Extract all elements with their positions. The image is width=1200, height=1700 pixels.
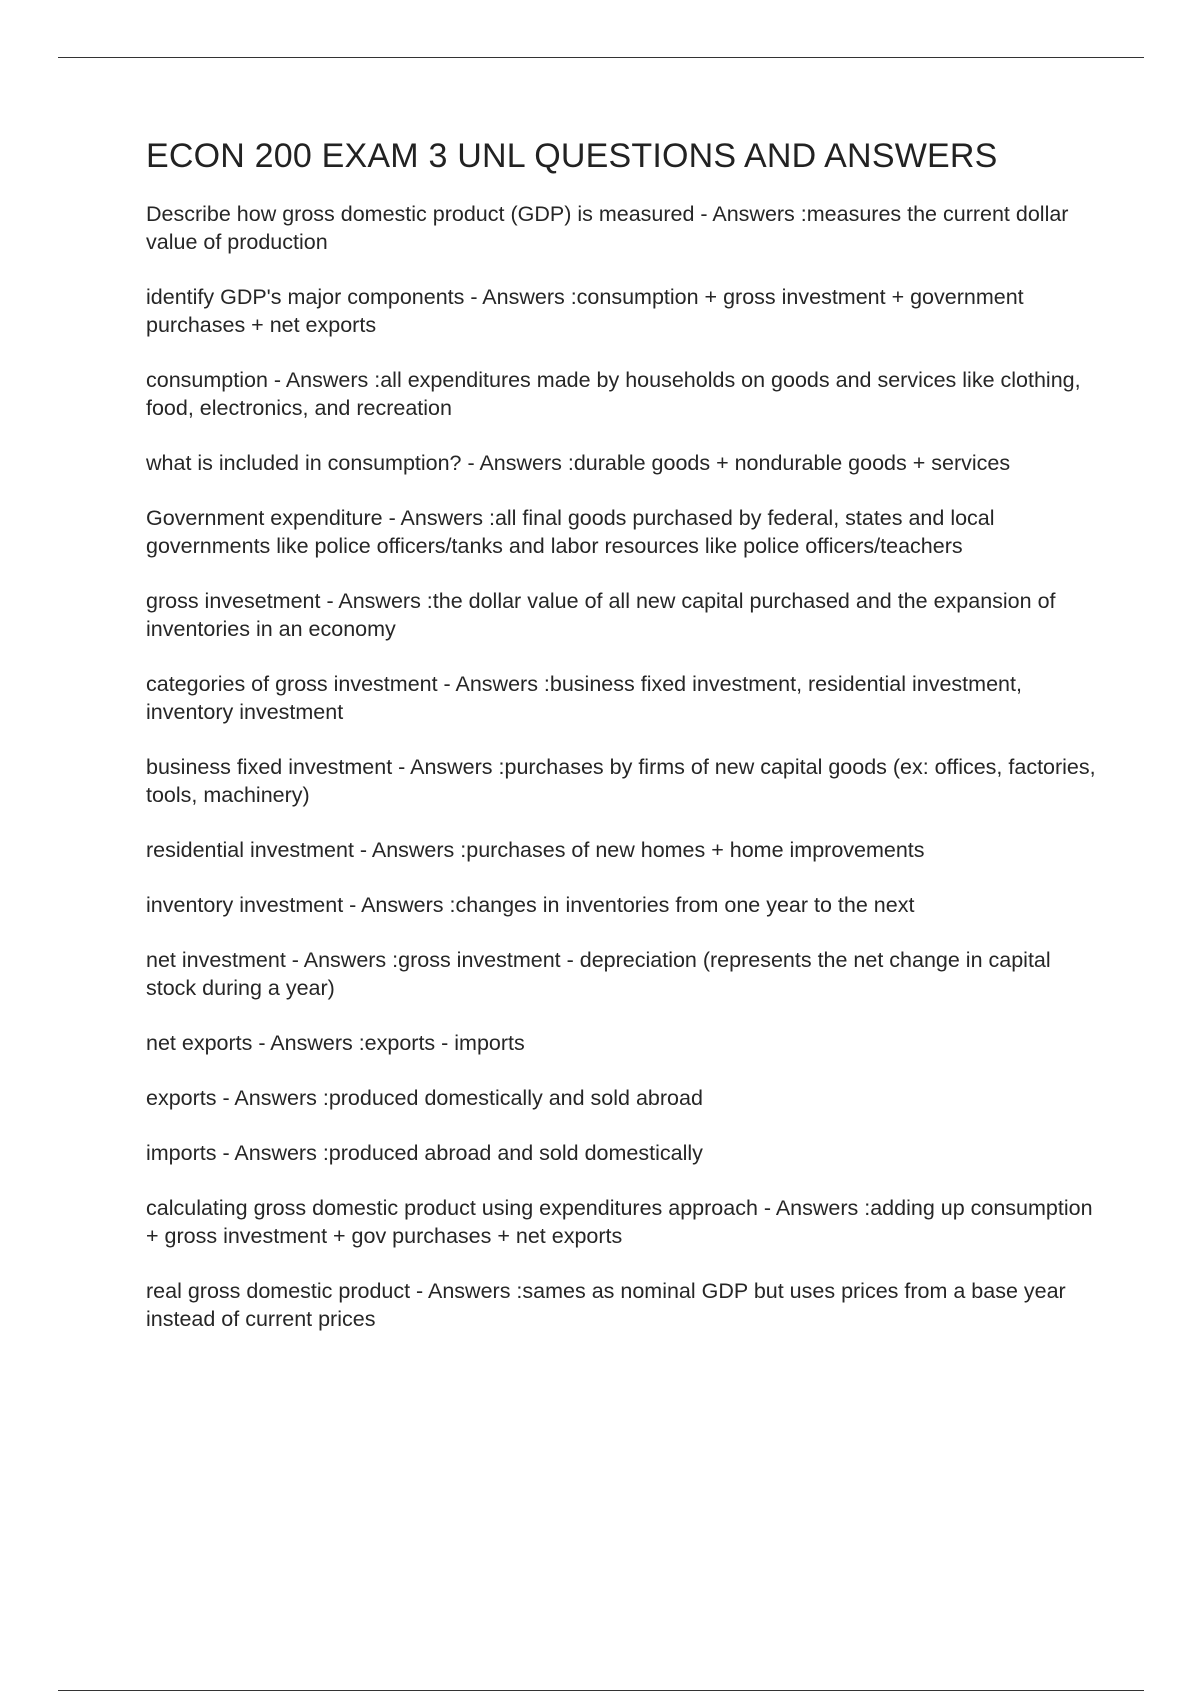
qa-entry: categories of gross investment - Answers :business fixed investment, residential investment, inventory investment xyxy=(146,671,1022,724)
qa-entry: what is included in consumption? - Answers :durable goods + nondurable goods + services xyxy=(146,450,1011,475)
qa-entry: gross invesetment - Answers :the dollar value of all new capital purchased and the expansion of inventories in an economy xyxy=(146,588,1056,641)
qa-entry: exports - Answers :produced domestically and sold abroad xyxy=(146,1085,703,1110)
top-divider xyxy=(58,57,1144,58)
qa-entry: business fixed investment - Answers :purchases by firms of new capital goods (ex: offices, factories, tools, machinery) xyxy=(146,754,1096,807)
document-body xyxy=(146,136,1101,1360)
qa-entry: identify GDP's major components - Answers :consumption + gross investment + government purchases + net exports xyxy=(146,284,1024,337)
qa-entry: real gross domestic product - Answers :sames as nominal GDP but uses prices from a base year instead of current prices xyxy=(146,1278,1066,1331)
qa-entry: inventory investment - Answers :changes in inventories from one year to the next xyxy=(146,892,915,917)
document-title: ECON 200 EXAM 3 UNL QUESTIONS AND ANSWERS xyxy=(146,137,998,175)
qa-entry: Describe how gross domestic product (GDP) is measured - Answers :measures the current dollar value of production xyxy=(146,201,1069,254)
qa-entry: calculating gross domestic product using expenditures approach - Answers :adding up consumption + gross investment + gov purchases + net exports xyxy=(146,1195,1093,1248)
qa-entry: Government expenditure - Answers :all final goods purchased by federal, states and local governments like police officers/tanks and labor resources like police officers/teachers xyxy=(146,505,995,558)
qa-entry: imports - Answers :produced abroad and sold domestically xyxy=(146,1140,703,1165)
qa-entry: net investment - Answers :gross investment - depreciation (represents the net change in capital stock during a year) xyxy=(146,947,1051,1000)
qa-entry: net exports - Answers :exports - imports xyxy=(146,1030,525,1055)
qa-entry: consumption - Answers :all expenditures made by households on goods and services like clothing, food, electronics, and recreation xyxy=(146,367,1081,420)
bottom-divider xyxy=(58,1690,1144,1691)
qa-entry: residential investment - Answers :purchases of new homes + home improvements xyxy=(146,837,925,862)
